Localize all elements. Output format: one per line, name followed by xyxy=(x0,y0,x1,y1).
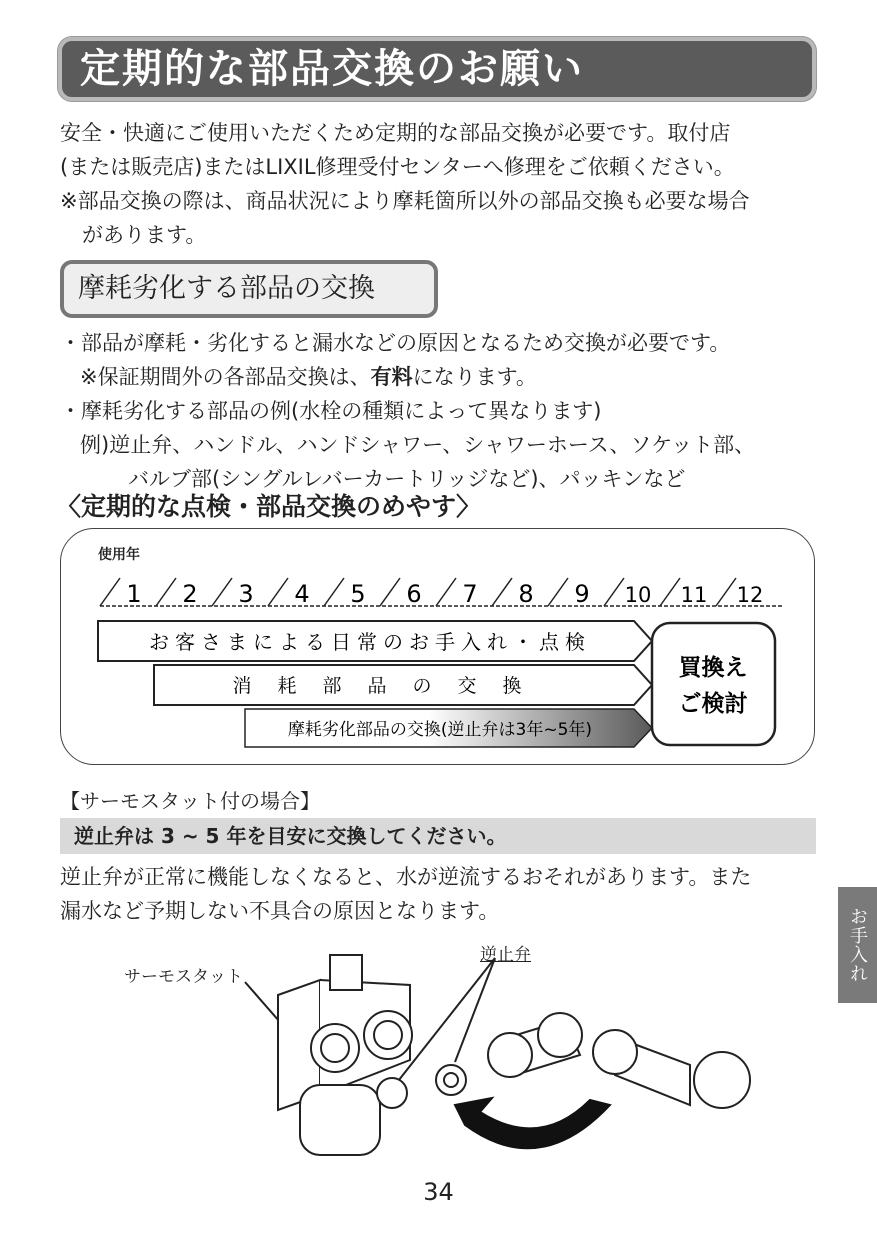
year-slash xyxy=(324,578,344,606)
note-bold: 有料 xyxy=(370,365,413,389)
thermostat-base xyxy=(300,1085,380,1155)
elbow-port xyxy=(488,1033,532,1077)
year-tick-label: 10 xyxy=(624,583,652,607)
year-tick-label: 6 xyxy=(406,580,422,608)
thermostat-port-inner xyxy=(374,1021,402,1049)
example-line: バルブ部(シングルレバーカートリッジなど)、パッキンなど xyxy=(128,467,686,491)
intro-note-cont: があります。 xyxy=(82,223,207,247)
note-text: ※保証期間外の各部品交換は、 xyxy=(80,365,371,389)
faucet-illustration xyxy=(245,955,750,1155)
year-slash xyxy=(156,578,176,606)
year-slash xyxy=(660,578,680,606)
bullet-item: ・部品が摩耗・劣化すると漏水などの原因となるため交換が必要です。 xyxy=(60,331,731,355)
year-tick-label: 4 xyxy=(294,580,310,608)
replace-line1: 買換え xyxy=(678,655,748,681)
side-tab-care[interactable]: お手入れ xyxy=(838,887,877,1003)
thermostat-case-label: 【サーモスタット付の場合】 xyxy=(60,789,320,813)
elbow-port xyxy=(538,1013,582,1057)
note-text: になります。 xyxy=(412,365,537,389)
wall-flange xyxy=(694,1052,750,1108)
intro-note: ※部品交換の際は、商品状況により摩耗箇所以外の部品交換も必要な場合 xyxy=(60,189,750,213)
warning-line: 漏水など予期しない不具合の原因となります。 xyxy=(60,899,500,923)
arrow-worn-parts xyxy=(245,709,652,747)
year-tick-label: 2 xyxy=(182,580,198,608)
year-slash xyxy=(268,578,288,606)
arrow-worn-label: 摩耗劣化部品の交換(逆止弁は3年~5年) xyxy=(287,720,593,740)
year-tick-label: 1 xyxy=(126,580,142,608)
check-valve-installed xyxy=(377,1078,407,1108)
arrow-daily-label: お客さまによる日常のお手入れ・点検 xyxy=(149,630,591,654)
replace-box xyxy=(652,623,775,745)
year-slash xyxy=(548,578,568,606)
years-label: 使用年 xyxy=(98,547,140,563)
warning-text xyxy=(60,860,830,928)
year-slash xyxy=(212,578,232,606)
page-title: 定期的な部品交換のお願い xyxy=(58,37,816,101)
intro-line: 安全・快適にご使用いただくため定期的な部品交換が必要です。取付店 xyxy=(60,121,731,145)
replace-line2: ご検討 xyxy=(678,691,748,717)
page-number: 34 xyxy=(423,1178,454,1206)
year-tick-label: 3 xyxy=(238,580,254,608)
intro-line: (または販売店)またはLIXIL修理受付センターへ修理をご依頼ください。 xyxy=(60,155,735,179)
socket-port xyxy=(593,1030,637,1074)
year-slash xyxy=(380,578,400,606)
year-slash xyxy=(716,578,736,606)
check-valve-label: 逆止弁 xyxy=(480,945,531,965)
year-tick-label: 11 xyxy=(680,583,708,607)
year-tick-label: 7 xyxy=(462,580,478,608)
year-scale xyxy=(100,578,782,608)
thermostat-label: サーモスタット xyxy=(124,967,243,987)
year-slash xyxy=(492,578,512,606)
bullet-item: ・摩耗劣化する部品の例(水栓の種類によって異なります) xyxy=(60,399,602,423)
year-tick-label: 8 xyxy=(518,580,534,608)
year-slash xyxy=(100,578,120,606)
warning-line: 逆止弁が正常に機能しなくなると、水が逆流するおそれがあります。また xyxy=(60,865,752,889)
curved-arrow xyxy=(455,1098,610,1148)
thermostat-cap xyxy=(330,955,362,990)
thermostat-port-inner xyxy=(321,1034,349,1062)
year-tick-label: 12 xyxy=(736,583,764,607)
arrow-daily-care xyxy=(98,621,652,661)
check-valve-notice: 逆止弁は 3 ~ 5 年を目安に交換してください。 xyxy=(60,818,816,854)
example-line: 例)逆止弁、ハンドル、ハンドシャワー、シャワーホース、ソケット部、 xyxy=(80,433,756,457)
arrow-consumables xyxy=(154,665,652,705)
check-valve-part-inner xyxy=(444,1073,458,1087)
section-title-wear: 摩耗劣化する部品の交換 xyxy=(60,260,438,318)
year-tick-label: 5 xyxy=(350,580,366,608)
year-slash xyxy=(604,578,624,606)
arrow-consumables-label: 消耗部品の交換 xyxy=(232,675,548,697)
year-tick-label: 9 xyxy=(574,580,590,608)
year-slash xyxy=(436,578,456,606)
schedule-title: 〈定期的な点検・部品交換のめやす〉 xyxy=(56,492,482,521)
